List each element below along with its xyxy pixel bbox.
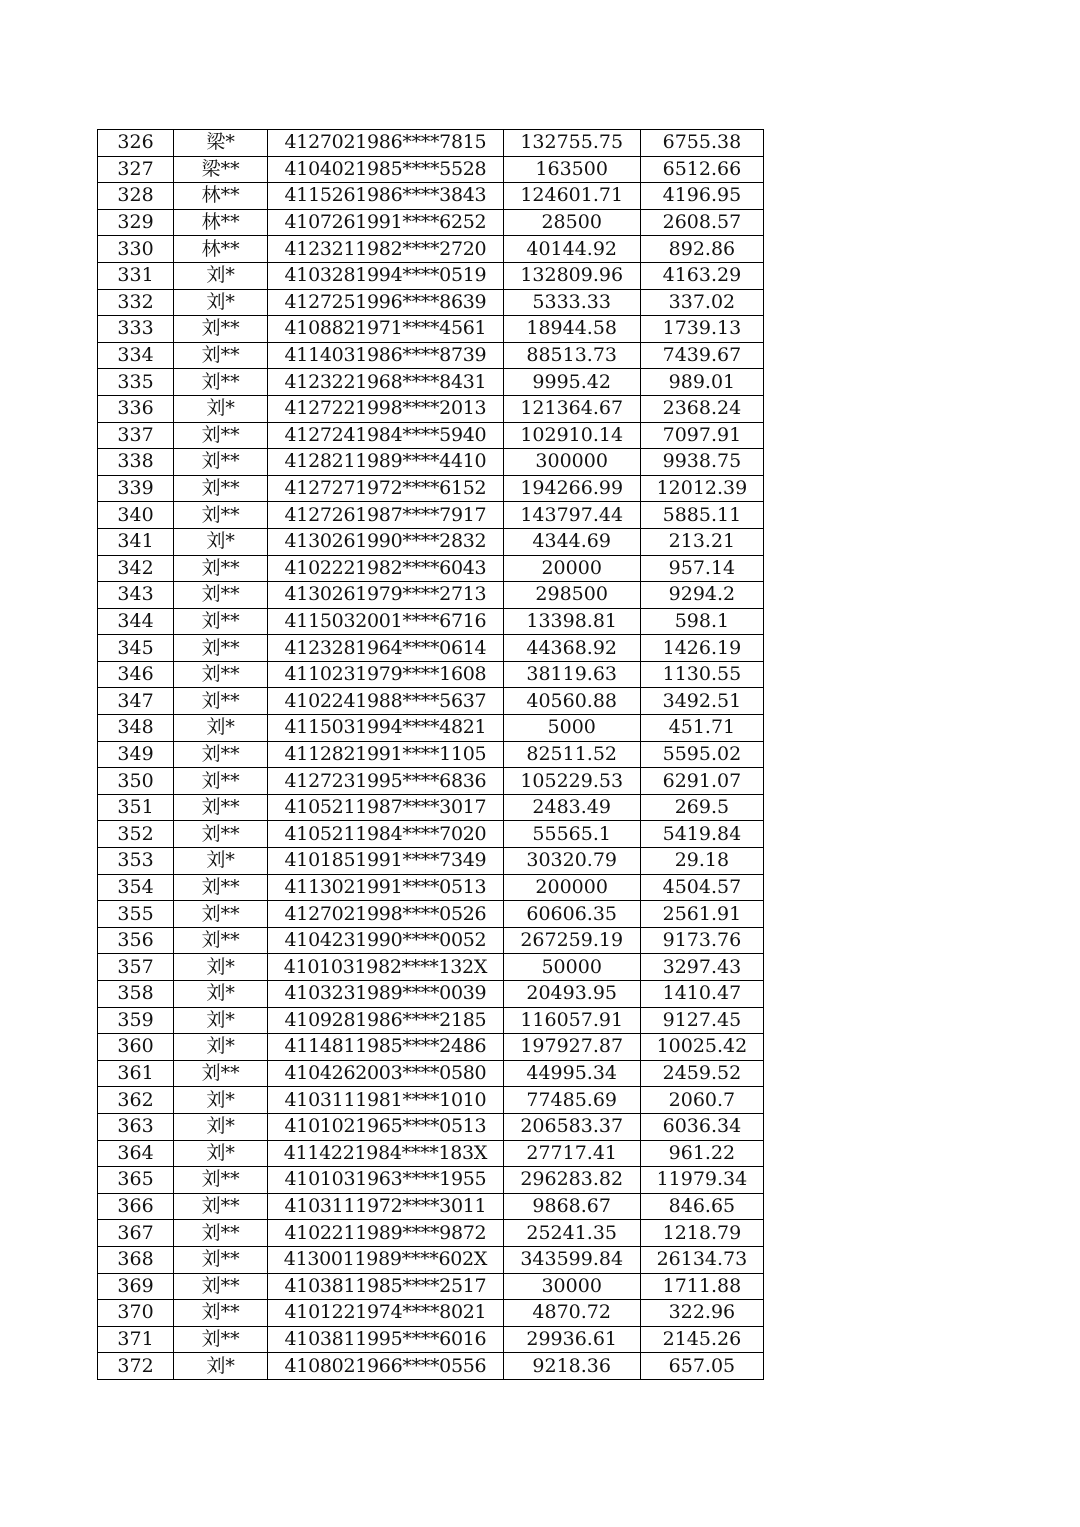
row-number-cell: 360 xyxy=(98,1034,174,1061)
name-cell: 刘** xyxy=(174,1246,268,1273)
row-number-cell: 358 xyxy=(98,981,174,1008)
row-number-cell: 353 xyxy=(98,848,174,875)
row-number-cell: 369 xyxy=(98,1273,174,1300)
interest-cell: 6755.38 xyxy=(640,130,763,157)
id-number-cell: 4123281964****0614 xyxy=(268,635,503,662)
name-cell: 梁* xyxy=(174,130,268,157)
amount-cell: 116057.91 xyxy=(503,1007,640,1034)
id-number-cell: 4103231989****0039 xyxy=(268,981,503,1008)
amount-cell: 194266.99 xyxy=(503,475,640,502)
row-number-cell: 343 xyxy=(98,582,174,609)
name-cell: 林** xyxy=(174,209,268,236)
table-row xyxy=(98,1140,764,1167)
name-cell: 刘* xyxy=(174,715,268,742)
table-row xyxy=(98,608,764,635)
amount-cell: 27717.41 xyxy=(503,1140,640,1167)
id-number-cell: 4103281994****0519 xyxy=(268,262,503,289)
interest-cell: 2459.52 xyxy=(640,1060,763,1087)
interest-cell: 2060.7 xyxy=(640,1087,763,1114)
row-number-cell: 334 xyxy=(98,342,174,369)
id-number-cell: 4114811985****2486 xyxy=(268,1034,503,1061)
interest-cell: 1218.79 xyxy=(640,1220,763,1247)
amount-cell: 200000 xyxy=(503,874,640,901)
id-number-cell: 4101021965****0513 xyxy=(268,1113,503,1140)
row-number-cell: 363 xyxy=(98,1113,174,1140)
row-number-cell: 346 xyxy=(98,661,174,688)
interest-cell: 9173.76 xyxy=(640,927,763,954)
id-number-cell: 4127021998****0526 xyxy=(268,901,503,928)
table-row xyxy=(98,715,764,742)
name-cell: 刘* xyxy=(174,1087,268,1114)
table-row xyxy=(98,1353,764,1380)
interest-cell: 10025.42 xyxy=(640,1034,763,1061)
name-cell: 刘* xyxy=(174,954,268,981)
table-row xyxy=(98,395,764,422)
interest-cell: 1130.55 xyxy=(640,661,763,688)
interest-cell: 269.5 xyxy=(640,794,763,821)
table-row xyxy=(98,1300,764,1327)
interest-cell: 1739.13 xyxy=(640,316,763,343)
name-cell: 刘* xyxy=(174,528,268,555)
amount-cell: 77485.69 xyxy=(503,1087,640,1114)
table-row xyxy=(98,1087,764,1114)
interest-cell: 29.18 xyxy=(640,848,763,875)
id-number-cell: 4104021985****5528 xyxy=(268,156,503,183)
row-number-cell: 362 xyxy=(98,1087,174,1114)
table-row xyxy=(98,528,764,555)
interest-cell: 961.22 xyxy=(640,1140,763,1167)
id-number-cell: 4127021986****7815 xyxy=(268,130,503,157)
table-row xyxy=(98,1007,764,1034)
amount-cell: 4870.72 xyxy=(503,1300,640,1327)
name-cell: 林** xyxy=(174,183,268,210)
id-number-cell: 4102221982****6043 xyxy=(268,555,503,582)
amount-cell: 20000 xyxy=(503,555,640,582)
interest-cell: 989.01 xyxy=(640,369,763,396)
amount-cell: 132755.75 xyxy=(503,130,640,157)
name-cell: 梁** xyxy=(174,156,268,183)
name-cell: 刘** xyxy=(174,422,268,449)
interest-cell: 957.14 xyxy=(640,555,763,582)
id-number-cell: 4112821991****1105 xyxy=(268,741,503,768)
row-number-cell: 371 xyxy=(98,1326,174,1353)
row-number-cell: 330 xyxy=(98,236,174,263)
name-cell: 刘** xyxy=(174,342,268,369)
name-cell: 刘** xyxy=(174,1273,268,1300)
amount-cell: 20493.95 xyxy=(503,981,640,1008)
row-number-cell: 359 xyxy=(98,1007,174,1034)
amount-cell: 30000 xyxy=(503,1273,640,1300)
id-number-cell: 4108821971****4561 xyxy=(268,316,503,343)
table-row xyxy=(98,156,764,183)
table-row xyxy=(98,1034,764,1061)
table-row xyxy=(98,661,764,688)
amount-cell: 5000 xyxy=(503,715,640,742)
table-row xyxy=(98,1060,764,1087)
amount-cell: 267259.19 xyxy=(503,927,640,954)
id-number-cell: 4103111981****1010 xyxy=(268,1087,503,1114)
table-row xyxy=(98,635,764,662)
name-cell: 刘** xyxy=(174,1300,268,1327)
table-row xyxy=(98,236,764,263)
amount-cell: 9995.42 xyxy=(503,369,640,396)
interest-cell: 5885.11 xyxy=(640,502,763,529)
amount-cell: 44368.92 xyxy=(503,635,640,662)
row-number-cell: 349 xyxy=(98,741,174,768)
name-cell: 刘** xyxy=(174,582,268,609)
name-cell: 刘** xyxy=(174,608,268,635)
name-cell: 刘* xyxy=(174,1007,268,1034)
id-number-cell: 4104231990****0052 xyxy=(268,927,503,954)
name-cell: 刘* xyxy=(174,1034,268,1061)
interest-cell: 3297.43 xyxy=(640,954,763,981)
table-row xyxy=(98,502,764,529)
name-cell: 刘** xyxy=(174,927,268,954)
name-cell: 刘* xyxy=(174,1353,268,1380)
name-cell: 刘** xyxy=(174,1220,268,1247)
table-row xyxy=(98,289,764,316)
row-number-cell: 364 xyxy=(98,1140,174,1167)
table-row xyxy=(98,262,764,289)
interest-cell: 4163.29 xyxy=(640,262,763,289)
table-row xyxy=(98,475,764,502)
id-number-cell: 4115031994****4821 xyxy=(268,715,503,742)
table-row xyxy=(98,1220,764,1247)
table-row xyxy=(98,1113,764,1140)
row-number-cell: 338 xyxy=(98,449,174,476)
id-number-cell: 4101851991****7349 xyxy=(268,848,503,875)
id-number-cell: 4123221968****8431 xyxy=(268,369,503,396)
table-row xyxy=(98,1193,764,1220)
id-number-cell: 4127221998****2013 xyxy=(268,395,503,422)
amount-cell: 4344.69 xyxy=(503,528,640,555)
interest-cell: 4504.57 xyxy=(640,874,763,901)
id-number-cell: 4115261986****3843 xyxy=(268,183,503,210)
table-row xyxy=(98,555,764,582)
table-row xyxy=(98,901,764,928)
name-cell: 刘* xyxy=(174,395,268,422)
amount-cell: 343599.84 xyxy=(503,1246,640,1273)
amount-cell: 25241.35 xyxy=(503,1220,640,1247)
interest-cell: 846.65 xyxy=(640,1193,763,1220)
id-number-cell: 4109281986****2185 xyxy=(268,1007,503,1034)
amount-cell: 88513.73 xyxy=(503,342,640,369)
interest-cell: 9127.45 xyxy=(640,1007,763,1034)
amount-cell: 40560.88 xyxy=(503,688,640,715)
row-number-cell: 365 xyxy=(98,1167,174,1194)
interest-cell: 9938.75 xyxy=(640,449,763,476)
id-number-cell: 4108021966****0556 xyxy=(268,1353,503,1380)
id-number-cell: 4130261990****2832 xyxy=(268,528,503,555)
table-row xyxy=(98,422,764,449)
interest-cell: 26134.73 xyxy=(640,1246,763,1273)
row-number-cell: 344 xyxy=(98,608,174,635)
row-number-cell: 370 xyxy=(98,1300,174,1327)
interest-cell: 2145.26 xyxy=(640,1326,763,1353)
interest-cell: 6291.07 xyxy=(640,768,763,795)
amount-cell: 298500 xyxy=(503,582,640,609)
name-cell: 刘** xyxy=(174,688,268,715)
name-cell: 刘* xyxy=(174,981,268,1008)
row-number-cell: 351 xyxy=(98,794,174,821)
row-number-cell: 368 xyxy=(98,1246,174,1273)
table-row xyxy=(98,741,764,768)
row-number-cell: 328 xyxy=(98,183,174,210)
interest-cell: 2368.24 xyxy=(640,395,763,422)
row-number-cell: 356 xyxy=(98,927,174,954)
amount-cell: 102910.14 xyxy=(503,422,640,449)
amount-cell: 9868.67 xyxy=(503,1193,640,1220)
row-number-cell: 327 xyxy=(98,156,174,183)
interest-cell: 3492.51 xyxy=(640,688,763,715)
row-number-cell: 335 xyxy=(98,369,174,396)
amount-cell: 18944.58 xyxy=(503,316,640,343)
amount-cell: 40144.92 xyxy=(503,236,640,263)
table-row xyxy=(98,1273,764,1300)
row-number-cell: 357 xyxy=(98,954,174,981)
row-number-cell: 354 xyxy=(98,874,174,901)
amount-cell: 82511.52 xyxy=(503,741,640,768)
row-number-cell: 340 xyxy=(98,502,174,529)
row-number-cell: 332 xyxy=(98,289,174,316)
amount-cell: 55565.1 xyxy=(503,821,640,848)
id-number-cell: 4107261991****6252 xyxy=(268,209,503,236)
id-number-cell: 4102211989****9872 xyxy=(268,1220,503,1247)
table-row xyxy=(98,183,764,210)
name-cell: 刘** xyxy=(174,1167,268,1194)
amount-cell: 143797.44 xyxy=(503,502,640,529)
id-number-cell: 4130011989****602X xyxy=(268,1246,503,1273)
interest-cell: 337.02 xyxy=(640,289,763,316)
id-number-cell: 4130261979****2713 xyxy=(268,582,503,609)
table-row xyxy=(98,1246,764,1273)
name-cell: 刘** xyxy=(174,1326,268,1353)
name-cell: 刘** xyxy=(174,316,268,343)
amount-cell: 2483.49 xyxy=(503,794,640,821)
table-row xyxy=(98,821,764,848)
id-number-cell: 4128211989****4410 xyxy=(268,449,503,476)
interest-cell: 2608.57 xyxy=(640,209,763,236)
amount-cell: 60606.35 xyxy=(503,901,640,928)
interest-cell: 6036.34 xyxy=(640,1113,763,1140)
amount-cell: 105229.53 xyxy=(503,768,640,795)
id-number-cell: 4127261987****7917 xyxy=(268,502,503,529)
row-number-cell: 348 xyxy=(98,715,174,742)
interest-cell: 7439.67 xyxy=(640,342,763,369)
table-row xyxy=(98,688,764,715)
interest-cell: 5595.02 xyxy=(640,741,763,768)
interest-cell: 9294.2 xyxy=(640,582,763,609)
amount-cell: 132809.96 xyxy=(503,262,640,289)
amount-cell: 296283.82 xyxy=(503,1167,640,1194)
row-number-cell: 339 xyxy=(98,475,174,502)
interest-cell: 598.1 xyxy=(640,608,763,635)
row-number-cell: 367 xyxy=(98,1220,174,1247)
id-number-cell: 4127251996****8639 xyxy=(268,289,503,316)
id-number-cell: 4103811995****6016 xyxy=(268,1326,503,1353)
table-row xyxy=(98,130,764,157)
row-number-cell: 341 xyxy=(98,528,174,555)
table-row xyxy=(98,209,764,236)
name-cell: 刘** xyxy=(174,475,268,502)
id-number-cell: 4127271972****6152 xyxy=(268,475,503,502)
row-number-cell: 331 xyxy=(98,262,174,289)
name-cell: 刘** xyxy=(174,449,268,476)
table-row xyxy=(98,1326,764,1353)
amount-cell: 13398.81 xyxy=(503,608,640,635)
name-cell: 刘* xyxy=(174,289,268,316)
interest-cell: 1410.47 xyxy=(640,981,763,1008)
row-number-cell: 342 xyxy=(98,555,174,582)
id-number-cell: 4123211982****2720 xyxy=(268,236,503,263)
id-number-cell: 4105211984****7020 xyxy=(268,821,503,848)
interest-cell: 1426.19 xyxy=(640,635,763,662)
id-number-cell: 4127231995****6836 xyxy=(268,768,503,795)
interest-cell: 1711.88 xyxy=(640,1273,763,1300)
name-cell: 刘** xyxy=(174,794,268,821)
name-cell: 刘** xyxy=(174,1060,268,1087)
table-row xyxy=(98,954,764,981)
name-cell: 刘** xyxy=(174,741,268,768)
records-table-body xyxy=(98,130,764,1380)
table-row xyxy=(98,794,764,821)
amount-cell: 206583.37 xyxy=(503,1113,640,1140)
table-row xyxy=(98,449,764,476)
name-cell: 刘** xyxy=(174,555,268,582)
id-number-cell: 4101031982****132X xyxy=(268,954,503,981)
interest-cell: 657.05 xyxy=(640,1353,763,1380)
row-number-cell: 372 xyxy=(98,1353,174,1380)
name-cell: 刘** xyxy=(174,635,268,662)
amount-cell: 121364.67 xyxy=(503,395,640,422)
name-cell: 刘** xyxy=(174,821,268,848)
interest-cell: 2561.91 xyxy=(640,901,763,928)
table-row xyxy=(98,369,764,396)
amount-cell: 44995.34 xyxy=(503,1060,640,1087)
amount-cell: 163500 xyxy=(503,156,640,183)
interest-cell: 213.21 xyxy=(640,528,763,555)
interest-cell: 451.71 xyxy=(640,715,763,742)
row-number-cell: 326 xyxy=(98,130,174,157)
amount-cell: 30320.79 xyxy=(503,848,640,875)
name-cell: 刘** xyxy=(174,661,268,688)
name-cell: 刘** xyxy=(174,901,268,928)
id-number-cell: 4103811985****2517 xyxy=(268,1273,503,1300)
id-number-cell: 4114221984****183X xyxy=(268,1140,503,1167)
interest-cell: 5419.84 xyxy=(640,821,763,848)
name-cell: 刘* xyxy=(174,1140,268,1167)
id-number-cell: 4105211987****3017 xyxy=(268,794,503,821)
name-cell: 刘** xyxy=(174,502,268,529)
table-row xyxy=(98,582,764,609)
name-cell: 刘** xyxy=(174,768,268,795)
name-cell: 刘** xyxy=(174,369,268,396)
amount-cell: 9218.36 xyxy=(503,1353,640,1380)
amount-cell: 50000 xyxy=(503,954,640,981)
id-number-cell: 4102241988****5637 xyxy=(268,688,503,715)
row-number-cell: 355 xyxy=(98,901,174,928)
row-number-cell: 366 xyxy=(98,1193,174,1220)
id-number-cell: 4115032001****6716 xyxy=(268,608,503,635)
id-number-cell: 4101221974****8021 xyxy=(268,1300,503,1327)
id-number-cell: 4103111972****3011 xyxy=(268,1193,503,1220)
amount-cell: 38119.63 xyxy=(503,661,640,688)
row-number-cell: 337 xyxy=(98,422,174,449)
id-number-cell: 4101031963****1955 xyxy=(268,1167,503,1194)
table-row xyxy=(98,1167,764,1194)
interest-cell: 7097.91 xyxy=(640,422,763,449)
id-number-cell: 4113021991****0513 xyxy=(268,874,503,901)
name-cell: 林** xyxy=(174,236,268,263)
amount-cell: 300000 xyxy=(503,449,640,476)
row-number-cell: 329 xyxy=(98,209,174,236)
name-cell: 刘* xyxy=(174,848,268,875)
interest-cell: 892.86 xyxy=(640,236,763,263)
table-row xyxy=(98,981,764,1008)
name-cell: 刘* xyxy=(174,262,268,289)
name-cell: 刘** xyxy=(174,1193,268,1220)
table-row xyxy=(98,342,764,369)
row-number-cell: 347 xyxy=(98,688,174,715)
row-number-cell: 361 xyxy=(98,1060,174,1087)
row-number-cell: 345 xyxy=(98,635,174,662)
id-number-cell: 4127241984****5940 xyxy=(268,422,503,449)
table-row xyxy=(98,768,764,795)
table-row xyxy=(98,316,764,343)
amount-cell: 5333.33 xyxy=(503,289,640,316)
table-row xyxy=(98,848,764,875)
amount-cell: 124601.71 xyxy=(503,183,640,210)
name-cell: 刘* xyxy=(174,1113,268,1140)
table-row xyxy=(98,874,764,901)
row-number-cell: 350 xyxy=(98,768,174,795)
interest-cell: 4196.95 xyxy=(640,183,763,210)
amount-cell: 29936.61 xyxy=(503,1326,640,1353)
row-number-cell: 333 xyxy=(98,316,174,343)
row-number-cell: 336 xyxy=(98,395,174,422)
amount-cell: 28500 xyxy=(503,209,640,236)
id-number-cell: 4104262003****0580 xyxy=(268,1060,503,1087)
interest-cell: 6512.66 xyxy=(640,156,763,183)
records-table xyxy=(97,129,764,1380)
interest-cell: 322.96 xyxy=(640,1300,763,1327)
row-number-cell: 352 xyxy=(98,821,174,848)
id-number-cell: 4114031986****8739 xyxy=(268,342,503,369)
table-row xyxy=(98,927,764,954)
amount-cell: 197927.87 xyxy=(503,1034,640,1061)
interest-cell: 11979.34 xyxy=(640,1167,763,1194)
interest-cell: 12012.39 xyxy=(640,475,763,502)
name-cell: 刘** xyxy=(174,874,268,901)
id-number-cell: 4110231979****1608 xyxy=(268,661,503,688)
